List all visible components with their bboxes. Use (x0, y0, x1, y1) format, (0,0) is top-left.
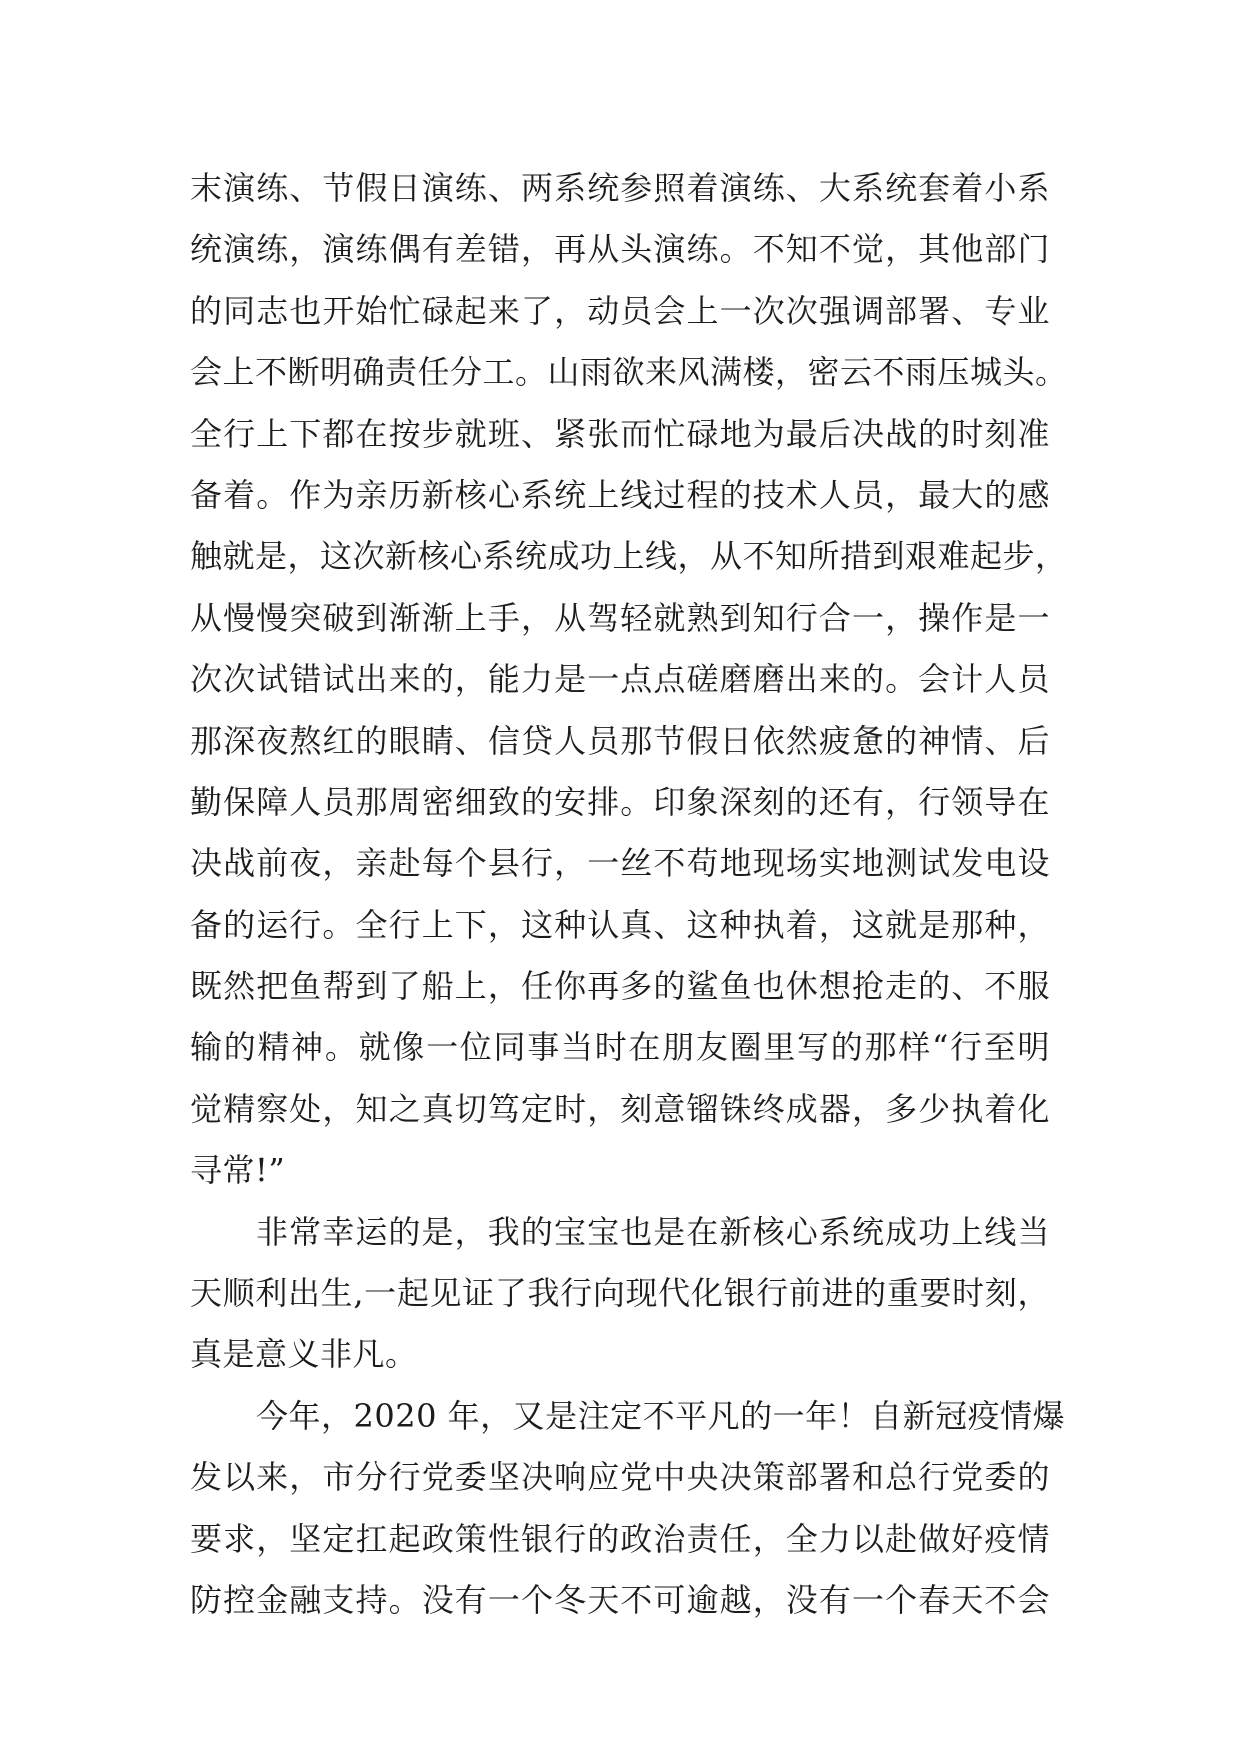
paragraph-end-line: 真是意义非凡。 (190, 1335, 418, 1374)
text-line: 输的精神。就像一位同事当时在朋友圈里写的那样“行至明 (190, 1028, 1050, 1067)
text-line: 备着。作为亲历新核心系统上线过程的技术人员，最大的感 (190, 475, 1050, 514)
text-line: 防控金融支持。没有一个冬天不可逾越，没有一个春天不会 (190, 1580, 1050, 1619)
paragraph-first-line: 非常幸运的是，我的宝宝也是在新核心系统成功上线当 (256, 1212, 1050, 1251)
text-line: 次次试错试出来的，能力是一点点磋磨磨出来的。会计人员 (190, 660, 1050, 699)
text-line: 那深夜熬红的眼睛、信贷人员那节假日依然疲惫的神情、后 (190, 721, 1050, 760)
text-line: 全行上下都在按步就班、紧张而忙碌地为最后决战的时刻准 (190, 414, 1050, 453)
text-line: 备的运行。全行上下，这种认真、这种执着，这就是那种， (190, 905, 1050, 944)
text-line: 发以来，市分行党委坚决响应党中央决策部署和总行党委的 (190, 1458, 1050, 1497)
paragraph-end-line: 寻常!” (190, 1151, 286, 1190)
text-line: 要求，坚定扛起政策性银行的政治责任，全力以赴做好疫情 (190, 1519, 1050, 1558)
text-line: 既然把鱼帮到了船上，任你再多的鲨鱼也休想抢走的、不服 (190, 967, 1050, 1006)
text-line: 末演练、节假日演练、两系统参照着演练、大系统套着小系 (190, 169, 1050, 207)
text-line: 天顺利出生,一起见证了我行向现代化银行前进的重要时刻， (190, 1274, 1050, 1313)
text-line: 从慢慢突破到渐渐上手，从驾轻就熟到知行合一，操作是一 (190, 598, 1050, 637)
paragraph-first-line: 今年，2020 年，又是注定不平凡的一年！自新冠疫情爆 (256, 1396, 1066, 1435)
text-line: 决战前夜，亲赴每个县行，一丝不苟地现场实地测试发电设 (190, 844, 1050, 883)
text-line: 觉精察处，知之真切笃定时，刻意镏铢终成器，多少执着化 (190, 1089, 1050, 1128)
text-line: 勤保障人员那周密细致的安排。印象深刻的还有，行领导在 (190, 782, 1050, 821)
text-line: 统演练，演练偶有差错，再从头演练。不知不觉，其他部门 (190, 230, 1050, 269)
document-body (190, 158, 1068, 1631)
text-line: 触就是，这次新核心系统成功上线，从不知所措到艰难起步， (190, 537, 1068, 576)
text-line: 会上不断明确责任分工。山雨欲来风满楼，密云不雨压城头。 (190, 353, 1068, 392)
text-line: 的同志也开始忙碌起来了，动员会上一次次强调部署、专业 (190, 291, 1050, 330)
